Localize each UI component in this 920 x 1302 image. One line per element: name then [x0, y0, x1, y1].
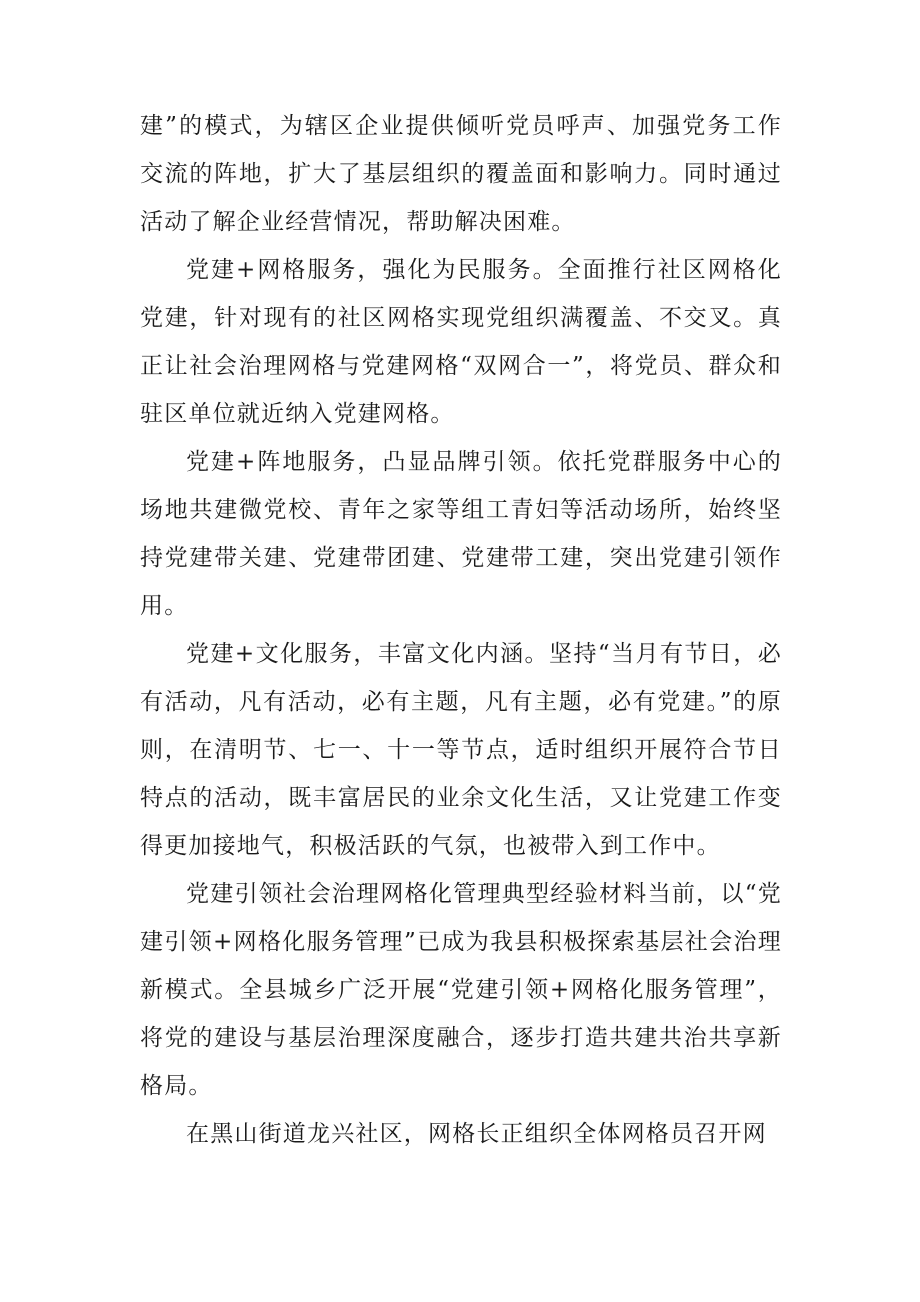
- paragraph-experience-material: 党建引领社会治理网格化管理典型经验材料当前，以“党建引领+网格化服务管理”已成为我县积极探索基层社会治理新模式。全县城乡广泛开展“党建引领+网格化服务管理”，将党的建设与基层治理深度融合，逐步打造共建共治共享新格局。: [140, 881, 782, 1099]
- paragraph-culture-service: 党建+文化服务，丰富文化内涵。坚持“当月有节日，必有活动，凡有活动，必有主题，凡有主题，必有党建。”的原则，在清明节、七一、十一等节点，适时组织开展符合节日特点的活动，既丰富居民的业余文化生活，又让党建工作变得更加接地气，积极活跃的气氛，也被带入到工作中。: [140, 641, 782, 859]
- paragraph-grid-service: 党建+网格服务，强化为民服务。全面推行社区网格化党建，针对现有的社区网格实现党组织满覆盖、不交叉。真正让社会治理网格与党建网格“双网合一”，将党员、群众和驻区单位就近纳入党建网格。: [140, 257, 782, 427]
- paragraph-heishan-street: 在黑山街道龙兴社区，网格长正组织全体网格员召开网: [186, 1121, 767, 1147]
- document-body: [140, 102, 782, 1158]
- paragraph-venue-service: 党建+阵地服务，凸显品牌引领。依托党群服务中心的场地共建微党校、青年之家等组工青妇等活动场所，始终坚持党建带关建、党建带团建、党建带工建，突出党建引领作用。: [140, 449, 782, 619]
- paragraph-continuation: 建”的模式，为辖区企业提供倾听党员呼声、加强党务工作交流的阵地，扩大了基层组织的覆盖面和影响力。同时通过活动了解企业经营情况，帮助解决困难。: [140, 113, 782, 235]
